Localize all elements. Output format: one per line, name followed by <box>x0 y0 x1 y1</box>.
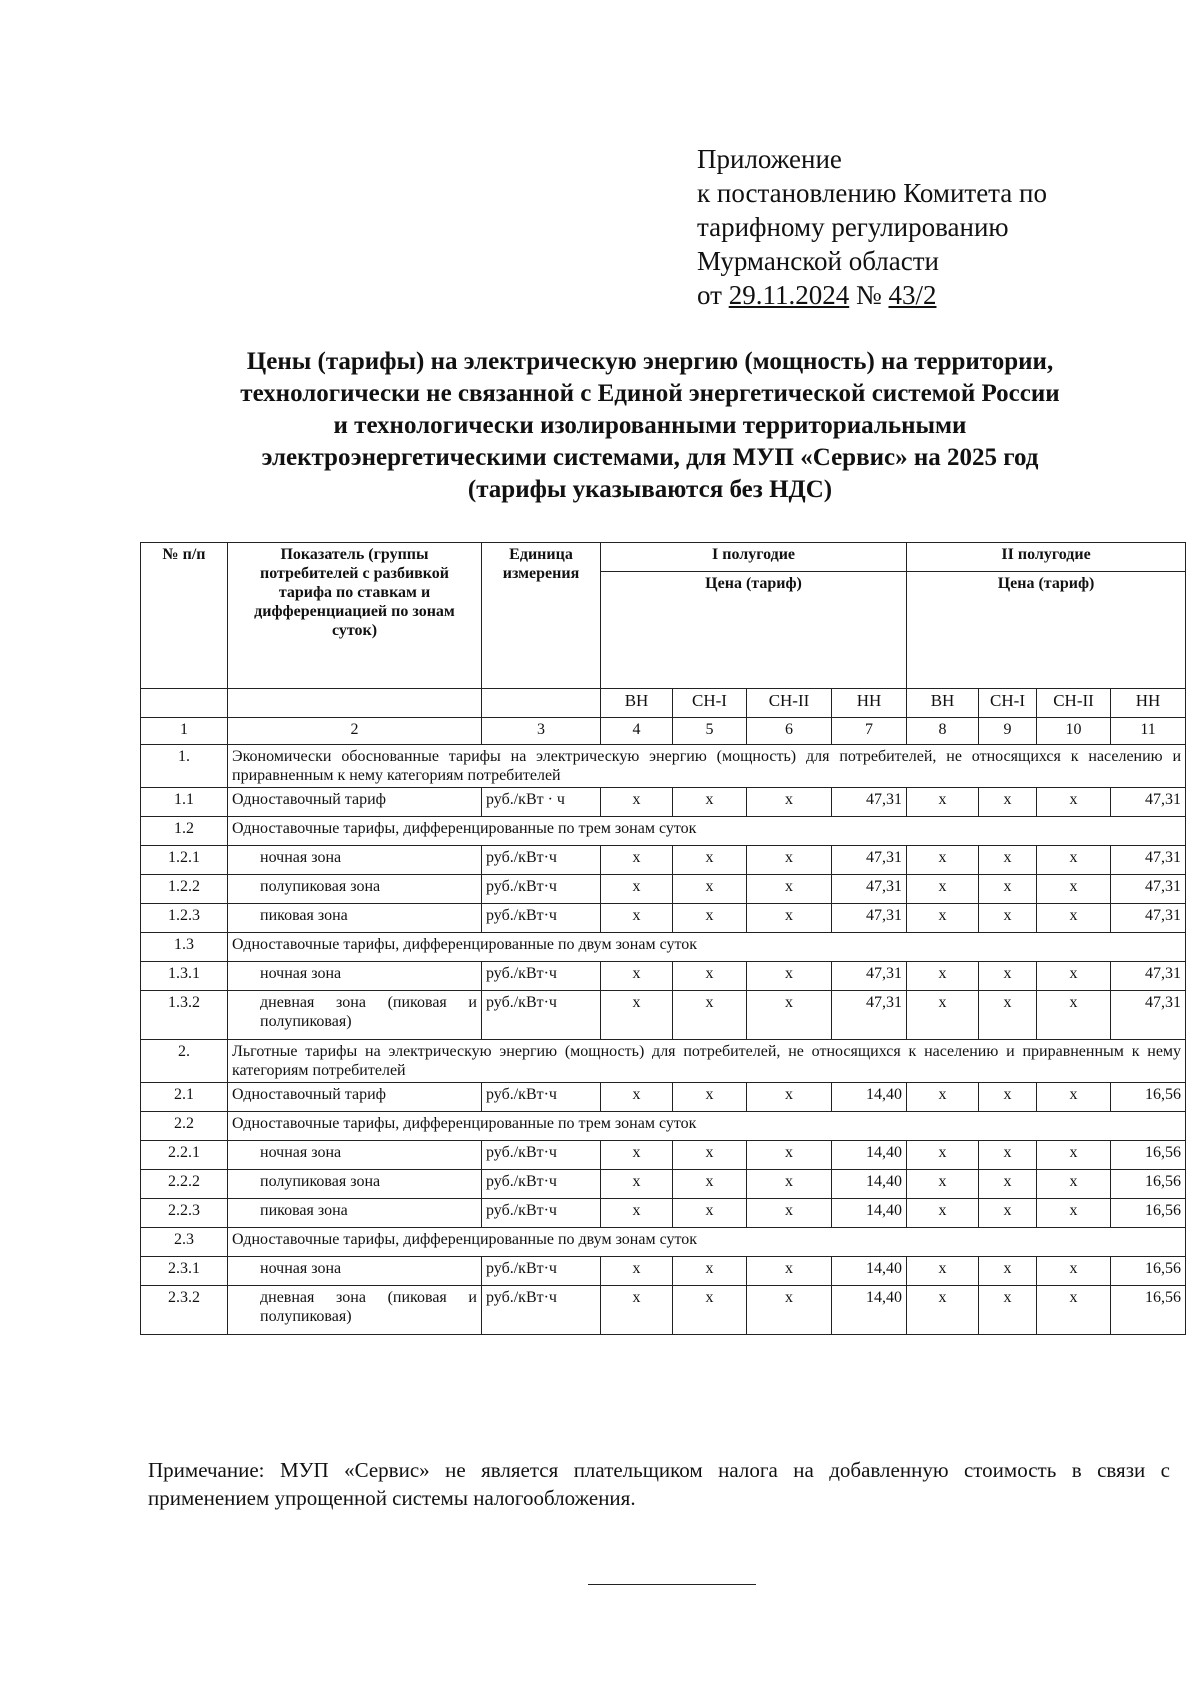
not-applicable-mark: х <box>601 1083 673 1112</box>
col-number: 7 <box>832 718 907 745</box>
row-label: дневная зона (пиковая и полупиковая) <box>228 991 482 1040</box>
not-applicable-mark: х <box>1037 962 1111 991</box>
section-label: Одноставочные тарифы, дифференцированные по трем зонам суток <box>228 817 1186 846</box>
title-line: технологически не связанной с Единой энергетической системой России <box>240 380 1060 407</box>
number-prefix: № <box>849 280 889 310</box>
not-applicable-mark: х <box>601 1257 673 1286</box>
not-applicable-mark: х <box>747 1083 832 1112</box>
tariff-value: 47,31 <box>832 904 907 933</box>
section-label: Льготные тарифы на электрическую энергию (мощность) для потребителей, не относящихся к населению и приравненным к нему категориям потребителей <box>228 1040 1186 1083</box>
row-number: 1.2.3 <box>141 904 228 933</box>
zone-cell: СН-I <box>979 689 1037 718</box>
column-number-row <box>141 718 1186 745</box>
appendix-block <box>697 142 1047 312</box>
not-applicable-mark: х <box>601 991 673 1040</box>
table-row <box>141 745 1186 788</box>
row-unit: руб./кВт · ч <box>482 788 601 817</box>
table-row <box>141 1257 1186 1286</box>
not-applicable-mark: х <box>907 1286 979 1335</box>
not-applicable-mark: х <box>1037 904 1111 933</box>
row-label: ночная зона <box>228 962 482 991</box>
not-applicable-mark: х <box>601 1141 673 1170</box>
not-applicable-mark: х <box>673 962 747 991</box>
not-applicable-mark: х <box>907 1141 979 1170</box>
not-applicable-mark: х <box>747 875 832 904</box>
table-row <box>141 1170 1186 1199</box>
table-row <box>141 1040 1186 1083</box>
not-applicable-mark: х <box>979 875 1037 904</box>
not-applicable-mark: х <box>907 1257 979 1286</box>
row-unit: руб./кВт·ч <box>482 1286 601 1335</box>
row-number: 1.3.1 <box>141 962 228 991</box>
row-unit: руб./кВт·ч <box>482 1257 601 1286</box>
col-number: 4 <box>601 718 673 745</box>
not-applicable-mark: х <box>1037 1286 1111 1335</box>
row-number: 1.3.2 <box>141 991 228 1040</box>
not-applicable-mark: х <box>907 788 979 817</box>
col-number: 10 <box>1037 718 1111 745</box>
table-row <box>141 1112 1186 1141</box>
col-number: 11 <box>1111 718 1186 745</box>
header-half-1: I полугодие <box>601 543 907 572</box>
row-number: 1.2.2 <box>141 875 228 904</box>
not-applicable-mark: х <box>907 991 979 1040</box>
title-line: электроэнергетическими системами, для МУП «Сервис» на 2025 год <box>261 444 1039 471</box>
tariff-value: 16,56 <box>1111 1170 1186 1199</box>
header-price-2: Цена (тариф) <box>907 572 1186 689</box>
tariff-value: 47,31 <box>832 991 907 1040</box>
not-applicable-mark: х <box>979 991 1037 1040</box>
not-applicable-mark: х <box>979 1257 1037 1286</box>
table-row <box>141 904 1186 933</box>
tariff-value: 14,40 <box>832 1199 907 1228</box>
tariff-value: 16,56 <box>1111 1257 1186 1286</box>
decree-date: 29.11.2024 <box>728 280 850 310</box>
not-applicable-mark: х <box>747 1257 832 1286</box>
zone-empty <box>482 689 601 718</box>
not-applicable-mark: х <box>673 846 747 875</box>
not-applicable-mark: х <box>979 1199 1037 1228</box>
col-number: 6 <box>747 718 832 745</box>
not-applicable-mark: х <box>673 991 747 1040</box>
not-applicable-mark: х <box>1037 788 1111 817</box>
not-applicable-mark: х <box>673 1083 747 1112</box>
not-applicable-mark: х <box>747 1199 832 1228</box>
not-applicable-mark: х <box>979 1170 1037 1199</box>
tariff-value: 16,56 <box>1111 1083 1186 1112</box>
tariff-value: 14,40 <box>832 1170 907 1199</box>
header-indicator: Показатель (группы потребителей с разбивкой тарифа по ставкам и дифференциацией по зонам суток) <box>228 543 482 689</box>
not-applicable-mark: х <box>747 1170 832 1199</box>
row-number: 2.3 <box>141 1228 228 1257</box>
col-number: 5 <box>673 718 747 745</box>
not-applicable-mark: х <box>601 962 673 991</box>
row-unit: руб./кВт·ч <box>482 1083 601 1112</box>
tariff-value: 16,56 <box>1111 1199 1186 1228</box>
appendix-line: тарифному регулированию <box>697 212 1009 242</box>
not-applicable-mark: х <box>1037 1141 1111 1170</box>
table-row <box>141 788 1186 817</box>
table-row <box>141 991 1186 1040</box>
zone-cell: ВН <box>907 689 979 718</box>
not-applicable-mark: х <box>979 1141 1037 1170</box>
zone-cell: СН-II <box>747 689 832 718</box>
not-applicable-mark: х <box>907 962 979 991</box>
not-applicable-mark: х <box>673 1141 747 1170</box>
not-applicable-mark: х <box>1037 1083 1111 1112</box>
col-number: 9 <box>979 718 1037 745</box>
row-unit: руб./кВт·ч <box>482 904 601 933</box>
row-label: Одноставочный тариф <box>228 788 482 817</box>
row-label: пиковая зона <box>228 1199 482 1228</box>
not-applicable-mark: х <box>907 846 979 875</box>
appendix-line: Приложение <box>697 144 842 174</box>
not-applicable-mark: х <box>1037 1170 1111 1199</box>
decree-number: 43/2 <box>888 280 937 310</box>
tariff-value: 14,40 <box>832 1286 907 1335</box>
date-prefix: от <box>697 280 729 310</box>
not-applicable-mark: х <box>979 1083 1037 1112</box>
not-applicable-mark: х <box>601 1199 673 1228</box>
not-applicable-mark: х <box>673 1170 747 1199</box>
not-applicable-mark: х <box>1037 875 1111 904</box>
not-applicable-mark: х <box>673 875 747 904</box>
not-applicable-mark: х <box>673 788 747 817</box>
not-applicable-mark: х <box>747 991 832 1040</box>
tariff-table <box>140 542 1186 1335</box>
row-number: 2. <box>141 1040 228 1083</box>
not-applicable-mark: х <box>907 1199 979 1228</box>
table-row <box>141 875 1186 904</box>
row-number: 2.2.2 <box>141 1170 228 1199</box>
title-line: (тарифы указываются без НДС) <box>467 476 833 503</box>
row-label: полупиковая зона <box>228 875 482 904</box>
row-unit: руб./кВт·ч <box>482 846 601 875</box>
row-number: 2.2 <box>141 1112 228 1141</box>
zone-cell: ВН <box>601 689 673 718</box>
row-label: пиковая зона <box>228 904 482 933</box>
not-applicable-mark: х <box>747 904 832 933</box>
zone-cell: НН <box>1111 689 1186 718</box>
col-number: 3 <box>482 718 601 745</box>
section-label: Одноставочные тарифы, дифференцированные по двум зонам суток <box>228 1228 1186 1257</box>
tariff-value: 47,31 <box>1111 904 1186 933</box>
zone-empty <box>141 689 228 718</box>
not-applicable-mark: х <box>1037 1199 1111 1228</box>
not-applicable-mark: х <box>747 1141 832 1170</box>
appendix-line: Мурманской области <box>697 246 939 276</box>
not-applicable-mark: х <box>907 875 979 904</box>
row-number: 1.2 <box>141 817 228 846</box>
row-unit: руб./кВт·ч <box>482 962 601 991</box>
not-applicable-mark: х <box>747 1286 832 1335</box>
note-text: Примечание: МУП «Сервис» не является плательщиком налога на добавленную стоимость в связи с применением упрощенной системы налогообложения. <box>148 1458 1170 1510</box>
not-applicable-mark: х <box>601 846 673 875</box>
not-applicable-mark: х <box>979 846 1037 875</box>
col-number: 8 <box>907 718 979 745</box>
not-applicable-mark: х <box>1037 991 1111 1040</box>
row-number: 2.3.2 <box>141 1286 228 1335</box>
row-unit: руб./кВт·ч <box>482 875 601 904</box>
row-label: ночная зона <box>228 846 482 875</box>
row-number: 1. <box>141 745 228 788</box>
not-applicable-mark: х <box>907 1083 979 1112</box>
title-line: Цены (тарифы) на электрическую энергию (мощность) на территории, <box>246 348 1054 375</box>
row-unit: руб./кВт·ч <box>482 991 601 1040</box>
not-applicable-mark: х <box>747 962 832 991</box>
not-applicable-mark: х <box>601 875 673 904</box>
not-applicable-mark: х <box>979 904 1037 933</box>
tariff-value: 47,31 <box>1111 875 1186 904</box>
row-unit: руб./кВт·ч <box>482 1199 601 1228</box>
tariff-value: 14,40 <box>832 1257 907 1286</box>
not-applicable-mark: х <box>601 904 673 933</box>
row-number: 2.2.1 <box>141 1141 228 1170</box>
row-label: полупиковая зона <box>228 1170 482 1199</box>
section-label: Одноставочные тарифы, дифференцированные по двум зонам суток <box>228 933 1186 962</box>
document-title <box>140 346 1160 506</box>
table-row <box>141 846 1186 875</box>
not-applicable-mark: х <box>907 904 979 933</box>
title-line: и технологически изолированными территориальными <box>333 412 967 439</box>
not-applicable-mark: х <box>673 904 747 933</box>
not-applicable-mark: х <box>907 1170 979 1199</box>
tariff-value: 16,56 <box>1111 1286 1186 1335</box>
header-half-2: II полугодие <box>907 543 1186 572</box>
not-applicable-mark: х <box>673 1257 747 1286</box>
tariff-value: 47,31 <box>1111 846 1186 875</box>
tariff-value: 47,31 <box>832 875 907 904</box>
table-row <box>141 933 1186 962</box>
row-number: 2.1 <box>141 1083 228 1112</box>
section-label: Экономически обоснованные тарифы на электрическую энергию (мощность) для потребителей, не относящихся к населению и приравненным к нему категориям потребителей <box>228 745 1186 788</box>
tariff-body <box>141 745 1186 1335</box>
tariff-value: 47,31 <box>832 788 907 817</box>
appendix-date-line <box>697 278 1047 312</box>
not-applicable-mark: х <box>1037 846 1111 875</box>
zone-header-row <box>141 689 1186 718</box>
col-number: 1 <box>141 718 228 745</box>
row-label: ночная зона <box>228 1257 482 1286</box>
row-unit: руб./кВт·ч <box>482 1170 601 1199</box>
not-applicable-mark: х <box>747 846 832 875</box>
not-applicable-mark: х <box>1037 1257 1111 1286</box>
tariff-value: 16,56 <box>1111 1141 1186 1170</box>
not-applicable-mark: х <box>673 1286 747 1335</box>
row-label: ночная зона <box>228 1141 482 1170</box>
header-price-1: Цена (тариф) <box>601 572 907 689</box>
not-applicable-mark: х <box>979 788 1037 817</box>
table-row <box>141 1228 1186 1257</box>
row-label: Одноставочный тариф <box>228 1083 482 1112</box>
zone-empty <box>228 689 482 718</box>
row-unit: руб./кВт·ч <box>482 1141 601 1170</box>
tariff-value: 14,40 <box>832 1141 907 1170</box>
table-row <box>141 962 1186 991</box>
zone-cell: СН-I <box>673 689 747 718</box>
not-applicable-mark: х <box>601 1170 673 1199</box>
zone-cell: НН <box>832 689 907 718</box>
row-number: 1.1 <box>141 788 228 817</box>
header-unit: Единица измерения <box>482 543 601 689</box>
col-number: 2 <box>228 718 482 745</box>
table-row <box>141 1286 1186 1335</box>
not-applicable-mark: х <box>979 962 1037 991</box>
row-number: 1.3 <box>141 933 228 962</box>
section-label: Одноставочные тарифы, дифференцированные по трем зонам суток <box>228 1112 1186 1141</box>
not-applicable-mark: х <box>979 1286 1037 1335</box>
closing-rule <box>588 1584 756 1585</box>
tariff-value: 47,31 <box>1111 991 1186 1040</box>
tariff-value: 47,31 <box>832 846 907 875</box>
tariff-value: 14,40 <box>832 1083 907 1112</box>
row-number: 1.2.1 <box>141 846 228 875</box>
header-num: № п/п <box>141 543 228 689</box>
table-row <box>141 1141 1186 1170</box>
row-number: 2.2.3 <box>141 1199 228 1228</box>
table-row <box>141 1199 1186 1228</box>
not-applicable-mark: х <box>673 1199 747 1228</box>
appendix-line: к постановлению Комитета по <box>697 178 1047 208</box>
not-applicable-mark: х <box>601 1286 673 1335</box>
table-row <box>141 817 1186 846</box>
row-label: дневная зона (пиковая и полупиковая) <box>228 1286 482 1335</box>
table-row <box>141 1083 1186 1112</box>
not-applicable-mark: х <box>601 788 673 817</box>
tariff-value: 47,31 <box>1111 788 1186 817</box>
tariff-value: 47,31 <box>1111 962 1186 991</box>
zone-cell: СН-II <box>1037 689 1111 718</box>
row-number: 2.3.1 <box>141 1257 228 1286</box>
tariff-value: 47,31 <box>832 962 907 991</box>
not-applicable-mark: х <box>747 788 832 817</box>
